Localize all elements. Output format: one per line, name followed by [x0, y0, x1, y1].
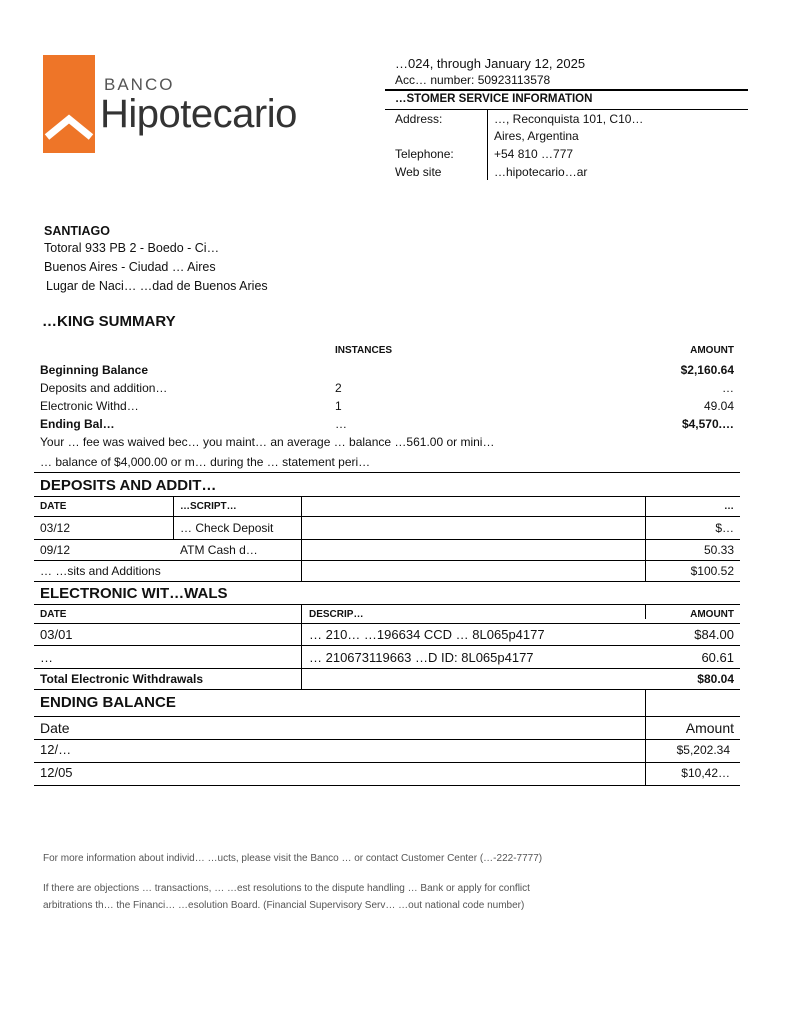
house-roof-icon — [43, 55, 95, 153]
divider — [34, 604, 740, 605]
divider — [34, 472, 740, 473]
fee-waiver-note: … balance of $4,000.00 or m… during the … statement peri… — [40, 455, 371, 469]
divider — [34, 785, 740, 786]
divider — [34, 739, 740, 740]
summary-row-label: Beginning Balance — [40, 363, 149, 377]
account-number: Acc… number: 50923113578 — [395, 73, 551, 87]
divider — [34, 716, 740, 717]
divider — [385, 109, 748, 110]
withdrawals-desc-header: DESCRIP… — [309, 609, 364, 620]
customer-name: SANTIAGO — [44, 224, 110, 238]
customer-address-line-1: Totoral 933 PB 2 - Boedo - Ci… — [44, 241, 220, 255]
summary-row-instances: 2 — [335, 381, 342, 395]
divider — [34, 668, 740, 669]
amount-header: AMOUNT — [690, 345, 734, 356]
customer-address-line-3: Lugar de Naci… …dad de Buenos Aries — [46, 279, 268, 293]
ending-date-header: Date — [40, 720, 70, 736]
phone-label: Telephone: — [395, 147, 454, 161]
deposit-date: 03/12 — [40, 521, 71, 535]
bank-logo-mark — [43, 55, 95, 153]
withdrawals-total-amount: $80.04 — [697, 672, 734, 686]
withdrawal-date: 03/01 — [40, 627, 73, 642]
logo-bank-name: Hipotecario — [100, 92, 297, 136]
ending-balance-title: ENDING BALANCE — [40, 694, 176, 711]
ending-date: 12/05 — [40, 765, 73, 780]
address-line-2: Aires, Argentina — [494, 129, 579, 143]
summary-row-amount: … — [722, 381, 734, 395]
divider — [34, 560, 740, 561]
instances-header: INSTANCES — [335, 345, 393, 356]
ending-amount-header: Amount — [685, 720, 734, 736]
divider — [34, 645, 740, 646]
withdrawal-description: … 210… …196634 CCD … 8L065p4177 — [309, 627, 545, 642]
deposit-date: 09/12 — [40, 543, 71, 557]
summary-row-amount: $2,160.64 — [680, 363, 734, 377]
address-label: Address: — [395, 112, 443, 126]
website-value: …hipotecario…ar — [494, 165, 588, 179]
divider — [34, 762, 740, 763]
footer-dispute: If there are objections … transactions, … …est resolutions to the dispute handling … Bank or apply for conflict — [43, 883, 530, 894]
summary-row-label: Ending Bal… — [40, 417, 115, 431]
withdrawals-amount-header: AMOUNT — [690, 609, 734, 620]
summary-row-amount: $4,570.… — [681, 417, 734, 431]
summary-row-label: Electronic Withd… — [40, 399, 139, 413]
footer-info: For more information about individ… …ucts, please visit the Banco … or contact Customer Center (…-222-7777) — [43, 853, 543, 864]
deposits-amount-header: … — [724, 501, 734, 512]
withdrawals-date-header: DATE — [40, 609, 67, 620]
divider — [645, 605, 646, 619]
summary-row-amount: 49.04 — [703, 399, 734, 413]
deposit-description: … Check Deposit — [180, 521, 274, 535]
footer-dispute: arbitrations th… the Financi… …esolution Board. (Financial Supervisory Serv… …out national code number) — [43, 900, 525, 911]
deposit-description: ATM Cash d… — [180, 543, 258, 557]
customer-address-line-2: Buenos Aires - Ciudad … Aires — [44, 260, 216, 274]
summary-row-label: Deposits and addition… — [40, 381, 168, 395]
deposit-amount: 50.33 — [703, 543, 734, 557]
deposit-amount: $… — [715, 521, 734, 535]
fee-waiver-note: Your … fee was waived bec… you maint… an average … balance …561.00 or mini… — [40, 435, 495, 449]
website-label: Web site — [395, 165, 442, 179]
customer-service-title: …STOMER SERVICE INFORMATION — [395, 93, 593, 105]
divider — [645, 497, 646, 581]
withdrawal-date: … — [40, 650, 53, 665]
ending-amount: $10,42… — [681, 766, 730, 780]
phone-value: +54 810 …777 — [494, 147, 574, 161]
statement-period: …024, through January 12, 2025 — [395, 56, 586, 71]
deposits-total-label: … …sits and Additions — [40, 564, 161, 578]
divider — [487, 110, 488, 180]
deposits-total-amount: $100.52 — [690, 564, 734, 578]
divider — [385, 89, 748, 91]
withdrawal-amount: 60.61 — [701, 650, 734, 665]
divider — [301, 497, 302, 581]
logo-bank-word: BANCO — [104, 75, 175, 94]
summary-title: …KING SUMMARY — [42, 313, 176, 330]
divider — [34, 623, 740, 624]
divider — [173, 497, 174, 539]
divider — [645, 690, 646, 785]
divider — [34, 539, 740, 540]
withdrawal-amount: $84.00 — [694, 627, 734, 642]
divider — [34, 689, 740, 690]
deposits-date-header: DATE — [40, 501, 67, 512]
ending-date: 12/… — [40, 742, 72, 757]
ending-amount: $5,202.34 — [676, 743, 730, 757]
withdrawal-description: … 210673119663 …D ID: 8L065p4177 — [309, 650, 534, 665]
divider — [34, 496, 740, 497]
withdrawals-total-label: Total Electronic Withdrawals — [40, 672, 204, 686]
divider — [34, 581, 740, 582]
summary-row-instances: 1 — [335, 399, 342, 413]
divider — [301, 605, 302, 689]
deposits-title: DEPOSITS AND ADDIT… — [40, 477, 217, 494]
withdrawals-title: ELECTRONIC WIT…WALS — [40, 585, 228, 602]
divider — [34, 516, 740, 517]
summary-row-instances: … — [335, 417, 347, 431]
deposits-desc-header: …SCRIPT… — [180, 501, 237, 512]
address-line-1: …, Reconquista 101, C10… — [494, 112, 644, 126]
